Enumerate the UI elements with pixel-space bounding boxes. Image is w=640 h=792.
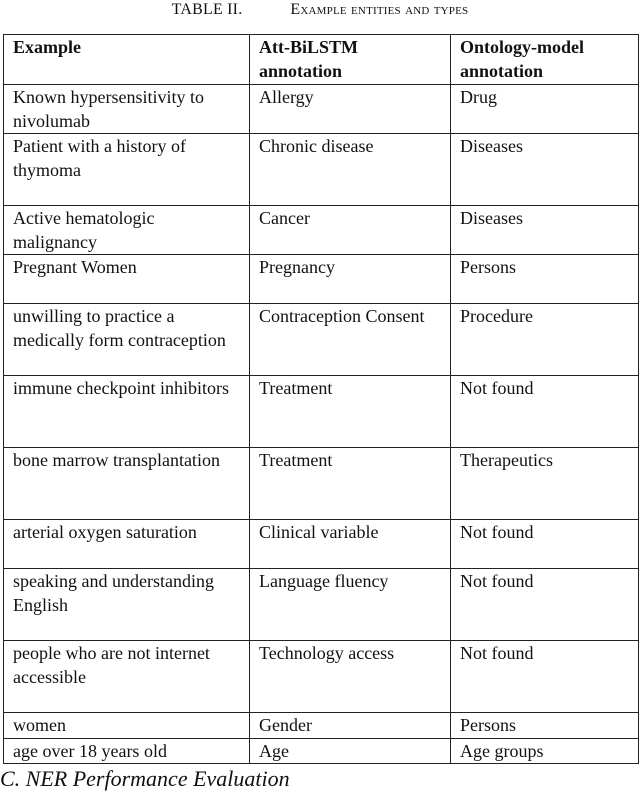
header-ontology-model: Ontology-model annotation (451, 35, 639, 85)
cell-example: arterial oxygen saturation (4, 520, 250, 569)
section-heading: C. NER Performance Evaluation (0, 766, 290, 791)
table-caption (0, 0, 640, 20)
table-header-row (4, 35, 639, 85)
cell-ontology: Drug (451, 85, 639, 134)
table-row (4, 255, 639, 304)
cell-example: bone marrow transplantation (4, 448, 250, 520)
table-row (4, 304, 639, 376)
cell-example: speaking and understanding English (4, 569, 250, 641)
cell-example: immune checkpoint inhibitors (4, 376, 250, 448)
cell-example: unwilling to practice a medically form contraception (4, 304, 250, 376)
cell-att-bilstm: Pregnancy (250, 255, 451, 304)
cell-ontology: Not found (451, 569, 639, 641)
table-row (4, 520, 639, 569)
table-number: TABLE II. (171, 1, 243, 18)
cell-att-bilstm: Chronic disease (250, 134, 451, 206)
table-row (4, 376, 639, 448)
cell-att-bilstm: Gender (250, 713, 451, 739)
table-row (4, 738, 639, 764)
cell-att-bilstm: Contraception Consent (250, 304, 451, 376)
table-title: Example entities and types (290, 1, 469, 18)
cell-ontology: Not found (451, 641, 639, 713)
table-row (4, 448, 639, 520)
cell-ontology: Not found (451, 376, 639, 448)
entity-types-table (3, 34, 639, 764)
cell-att-bilstm: Language fluency (250, 569, 451, 641)
cell-ontology: Persons (451, 255, 639, 304)
table-row (4, 206, 639, 255)
cell-ontology: Diseases (451, 134, 639, 206)
table-row (4, 134, 639, 206)
cell-att-bilstm: Treatment (250, 448, 451, 520)
cell-ontology: Age groups (451, 738, 639, 764)
cell-example: age over 18 years old (4, 738, 250, 764)
cell-example: Pregnant Women (4, 255, 250, 304)
cell-att-bilstm: Cancer (250, 206, 451, 255)
cell-att-bilstm: Age (250, 738, 451, 764)
table-row (4, 641, 639, 713)
cell-ontology: Therapeutics (451, 448, 639, 520)
cell-ontology: Diseases (451, 206, 639, 255)
cell-example: Patient with a history of thymoma (4, 134, 250, 206)
cell-example: people who are not internet accessible (4, 641, 250, 713)
table-row (4, 569, 639, 641)
table-row (4, 85, 639, 134)
cell-ontology: Not found (451, 520, 639, 569)
cell-example: Known hypersensitivity to nivolumab (4, 85, 250, 134)
cell-att-bilstm: Treatment (250, 376, 451, 448)
cell-ontology: Procedure (451, 304, 639, 376)
cell-example: Active hematologic malignancy (4, 206, 250, 255)
header-att-bilstm: Att-BiLSTM annotation (250, 35, 451, 85)
cell-att-bilstm: Technology access (250, 641, 451, 713)
cell-example: women (4, 713, 250, 739)
cell-att-bilstm: Allergy (250, 85, 451, 134)
cell-ontology: Persons (451, 713, 639, 739)
table-row (4, 713, 639, 739)
cell-att-bilstm: Clinical variable (250, 520, 451, 569)
header-example: Example (4, 35, 250, 85)
